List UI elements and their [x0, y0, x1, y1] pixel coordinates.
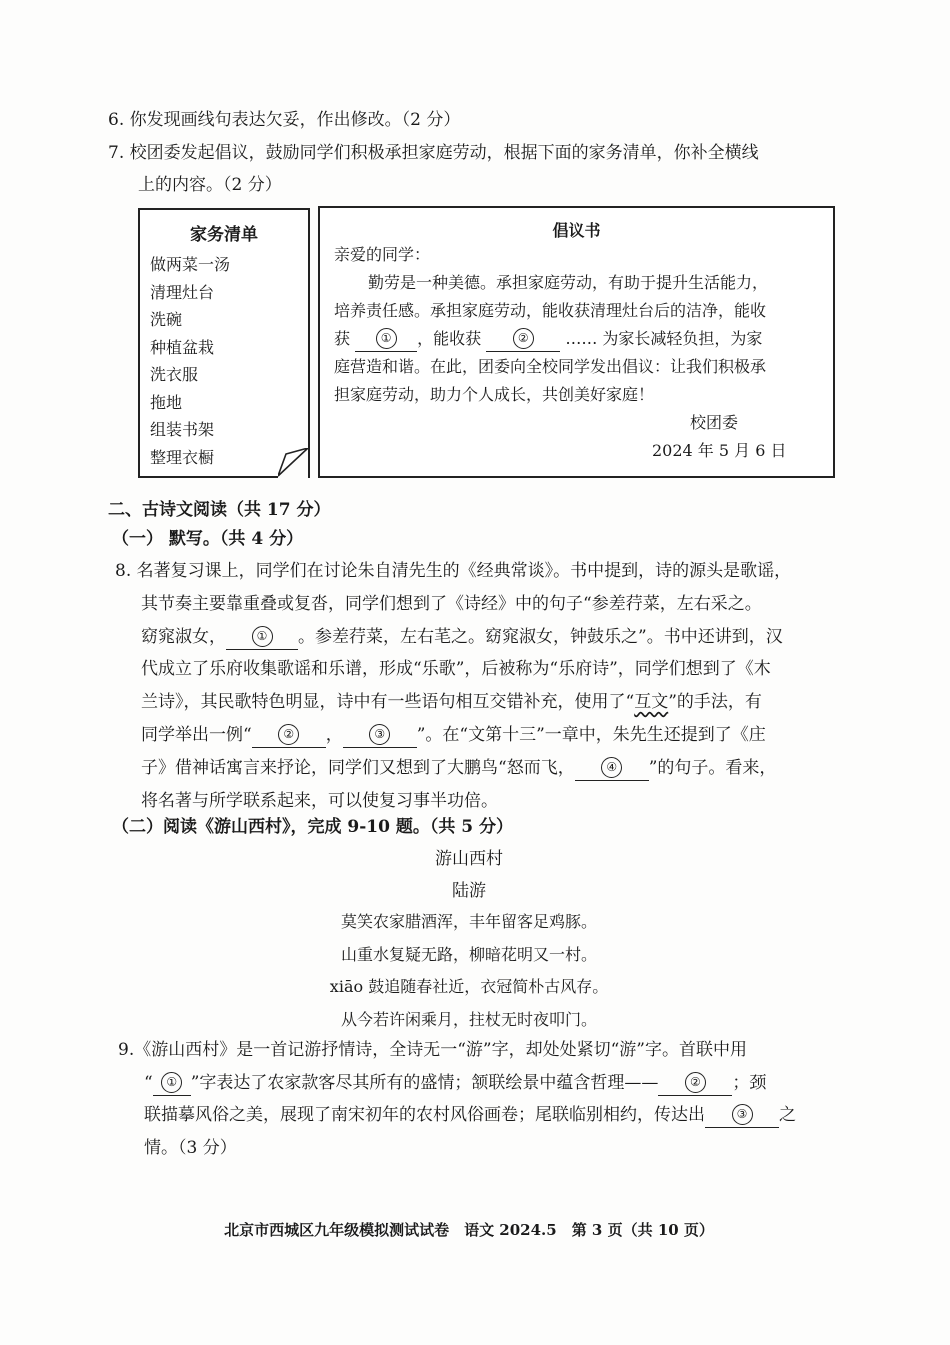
- folded-corner-icon: [278, 448, 310, 478]
- question-9: 9.《游山西村》是一首记游抒情诗，全诗无一“游”字，却处处紧切“游”字。首联中用 “ ① ”字表达了农家款客尽其所有的盛情；颔联绘景中蕴含哲理—— ② ；颈 联描摹风俗之美，展现了南宋初年的农村风俗画卷；尾联临别相约，传达出 ③ 之 情。（3 分）: [118, 1040, 796, 1158]
- section-title: 二、古诗文阅读（共 17 分）: [108, 500, 331, 520]
- proposal-body: [334, 241, 833, 465]
- proposal-line-with-blanks: 获 ① ，能收获 ② …… 为家长减轻负担，为家: [334, 325, 833, 353]
- question-number: 9.: [118, 1040, 135, 1060]
- chore-item: 洗碗: [150, 310, 183, 329]
- poem-line: xiāo 鼓追随春社近，衣冠简朴古风存。: [329, 977, 609, 996]
- proposal-signer: 校团委: [690, 413, 739, 432]
- question-7-line2: 上的内容。（2 分）: [138, 175, 282, 195]
- wavy-underlined-term: 互文: [634, 692, 669, 713]
- question-number: 7.: [108, 143, 125, 163]
- question-text: 你发现画线句表达欠妥，作出修改。（2 分）: [129, 110, 461, 130]
- proposal-line: 担家庭劳动，助力个人成长，共创美好家庭！: [334, 385, 655, 404]
- chore-item: 清理灶台: [150, 282, 215, 302]
- chore-item: 组装书架: [150, 420, 215, 439]
- question-6: [108, 104, 460, 136]
- question-number: 6.: [108, 110, 125, 130]
- blank-1[interactable]: ①: [355, 327, 417, 352]
- proposal-date: 2024 年 5 月 6 日: [652, 441, 787, 460]
- blank-3[interactable]: ③: [705, 1103, 779, 1128]
- question-8: 8. 名著复习课上，同学们在讨论朱自清先生的《经典常谈》。书中提到，诗的源头是歌谣， 其节奏主要靠重叠或复沓，同学们想到了《诗经》中的句子“参差荇菜，左右采之。 窈窕淑女， ① 。参差荇菜，左右芼之。窈窕淑女，钟鼓乐之”。书中还讲到，汉 代成立了乐府收集歌谣和乐谱，形成“乐歌”，后被称为“乐府诗”，同学们想到了《木 兰诗》，其民歌特色明显，诗中有一些语句相互交错补充，使用了“互文”的手法，有 同学举出一例“ ② ， ③ ”。在“文第十三”一章中，朱先生还提到了《庄 子》借神话寓言来抒论，同学们又想到了大鹏鸟“怒而飞， ④ ”的句子。看来， 将名著与所学联系起来，可以使复习事半功倍。: [115, 561, 792, 811]
- blank-1[interactable]: ①: [153, 1071, 191, 1096]
- chore-list-title: 家务清单: [190, 225, 258, 245]
- poem-line: 山重水复疑无路，柳暗花明又一村。: [340, 944, 597, 964]
- blank-2[interactable]: ②: [486, 327, 560, 352]
- chore-item: 整理衣橱: [150, 447, 215, 467]
- question-number: 8.: [115, 561, 132, 581]
- proposal-card: [318, 206, 835, 478]
- poem-lines: [0, 906, 938, 1036]
- page-footer: 北京市西城区九年级模拟测试试卷 语文 2024.5 第 3 页（共 10 页）: [224, 1221, 714, 1239]
- poem-author: 陆游: [452, 881, 486, 901]
- question-7: [108, 137, 848, 169]
- proposal-line: 勤劳是一种美德。承担家庭劳动，有助于提升生活能力，: [368, 273, 769, 292]
- subsection-title: （二）阅读《游山西村》，完成 9-10 题。（共 5 分）: [112, 817, 514, 837]
- poem-title: 游山西村: [435, 849, 503, 869]
- proposal-title: 倡议书: [552, 221, 601, 240]
- chore-item: 种植盆栽: [150, 337, 215, 357]
- chore-items: [150, 251, 308, 471]
- question-text-line1: 校团委发起倡议，鼓励同学们积极承担家庭劳动，根据下面的家务清单，你补全横线: [129, 143, 759, 163]
- proposal-greeting: 亲爱的同学：: [334, 245, 431, 264]
- poem-line: 莫笑农家腊酒浑，丰年留客足鸡豚。: [340, 912, 597, 931]
- blank-2[interactable]: ②: [252, 723, 326, 748]
- subsection-title: （一） 默写。（共 4 分）: [112, 529, 304, 549]
- blank-1[interactable]: ①: [226, 625, 298, 650]
- proposal-line: 庭营造和谐。在此，团委向全校同学发出倡议：让我们积极承: [334, 357, 767, 376]
- poem-line: 从今若许闲乘月，拄杖无时夜叩门。: [340, 1009, 597, 1029]
- proposal-line: 培养责任感。承担家庭劳动，能收获清理灶台后的洁净，能收: [334, 301, 767, 320]
- blank-4[interactable]: ④: [575, 756, 649, 781]
- chore-item: 拖地: [150, 392, 183, 412]
- blank-2[interactable]: ②: [658, 1071, 732, 1096]
- chore-item: 洗衣服: [150, 365, 199, 384]
- blank-3[interactable]: ③: [343, 723, 417, 748]
- chore-item: 做两菜一汤: [150, 255, 231, 274]
- chore-list-card: [138, 208, 310, 478]
